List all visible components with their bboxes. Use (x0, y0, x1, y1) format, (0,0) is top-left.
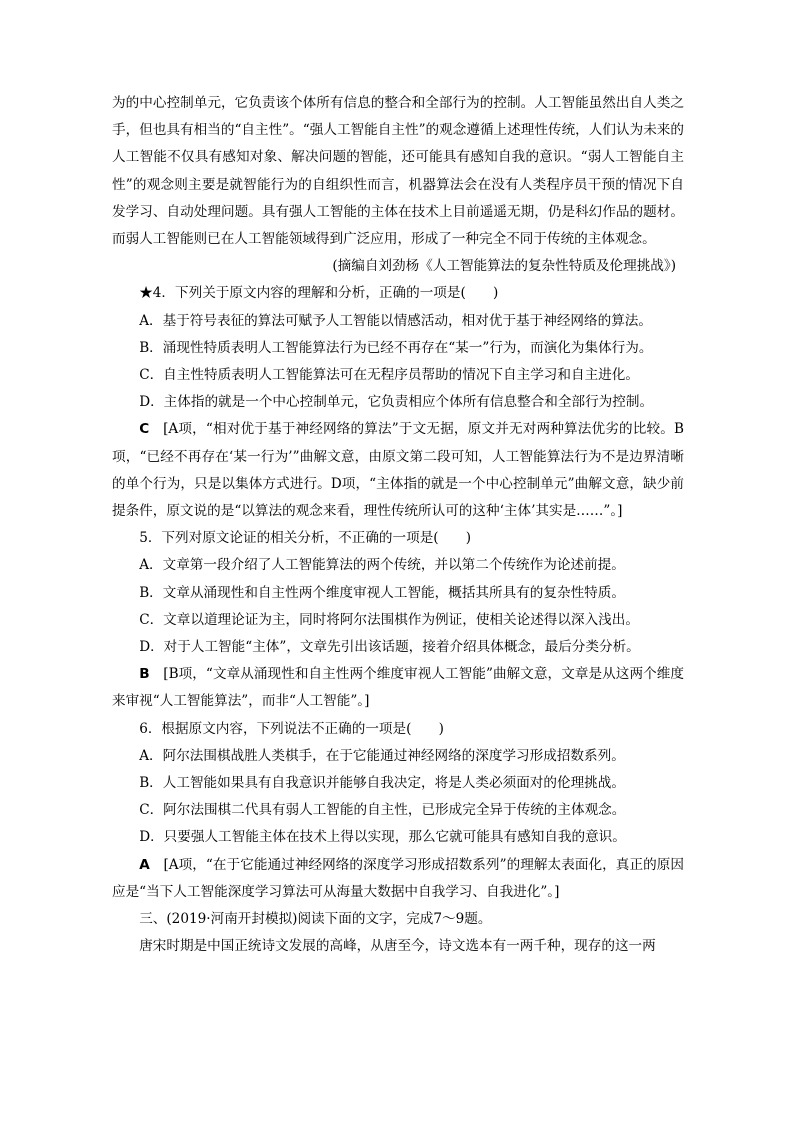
option-d: D．主体指的就是一个中心控制单元，它负责相应个体所有信息整合和全部行为控制。 (139, 394, 654, 411)
question-6 (112, 716, 684, 906)
question-stem: 5．下列对原文论证的相关分析，不正确的一项是( ) (139, 530, 472, 547)
option-b: B．涌现性特质表明人工智能算法行为已经不再存在“某一”行为，而演化为集体行为。 (139, 339, 653, 356)
option-c: C．阿尔法围棋二代具有弱人工智能的自主性，已形成完全异于传统的主体观念。 (139, 802, 626, 819)
section-paragraph: 唐宋时期是中国正统诗文发展的高峰，从唐至今，诗文选本有一两千种，现存的这一两 (139, 938, 656, 955)
question-4 (112, 280, 684, 525)
option-b: B．人工智能如果具有自我意识并能够自我决定，将是人类必须面对的伦理挑战。 (139, 775, 625, 792)
explanation-text: [A项，“相对优于基于神经网络的算法”于文无据，原文并无对两种算法优劣的比较。B项，“已经不再存在‘某一行为’”曲解文意，由原文第二段可知，人工智能算法行为不是边界清晰的单个行为，只是以集体方式进行。D项，“主体指的就是一个中心控制单元”曲解文意，缺少前提条件，原文说的是“以算法的观念来看，理性传统所认可的这种‘主体’其实是……”。] (112, 421, 684, 520)
explanation-text: [B项，“文章从涌现性和自主性两个维度审视人工智能”曲解文意，文章是从这两个维度来审视“人工智能算法”，而非“人工智能”。] (112, 666, 684, 710)
source-citation: (摘编自刘劲杨《人工智能算法的复杂性特质及伦理挑战》) (332, 258, 676, 275)
option-d: D．对于人工智能“主体”，文章先引出该话题，接着介绍具体概念，最后分类分析。 (139, 639, 640, 656)
answer-explanation (112, 852, 684, 906)
option-c: C．自主性特质表明人工智能算法可在无程序员帮助的情况下自主学习和自主进化。 (139, 367, 639, 384)
option-d: D．只要强人工智能主体在技术上得以实现，那么它就可能具有感知自我的意识。 (139, 829, 626, 846)
answer-explanation (112, 416, 684, 525)
question-stem: 6．根据原文内容，下列说法不正确的一项是( ) (139, 720, 444, 737)
option-a: A．文章第一段介绍了人工智能算法的两个传统，并以第二个传统作为论述前提。 (139, 557, 625, 574)
section-heading: 三、(2019·河南开封模拟)阅读下面的文字，完成7～9题。 (139, 911, 492, 928)
option-c: C．文章以道理论证为主，同时将阿尔法围棋作为例证，使相关论述得以深入浅出。 (139, 611, 639, 628)
answer-letter: C (139, 421, 150, 438)
answer-letter: B (139, 666, 150, 683)
option-b: B．文章从涌现性和自主性两个维度审视人工智能，概括其所具有的复杂性特质。 (139, 584, 625, 601)
question-5 (112, 525, 684, 715)
answer-explanation (112, 661, 684, 715)
option-a: A．基于符号表征的算法可赋予人工智能以情感活动，相对优于基于神经网络的算法。 (139, 312, 652, 329)
document-page (112, 90, 684, 961)
answer-letter: A (139, 856, 150, 873)
explanation-text: [A项，“在于它能通过神经网络的深度学习形成招数系列”的理解太表面化，真正的原因应是“当下人工智能深度学习算法可从海量大数据中自我学习、自我进化”。] (112, 856, 684, 900)
question-stem: ★4．下列关于原文内容的理解和分析，正确的一项是( ) (139, 285, 499, 302)
option-a: A．阿尔法围棋战胜人类棋手，在于它能通过神经网络的深度学习形成招数系列。 (139, 747, 625, 764)
passage-paragraph: 为的中心控制单元，它负责该个体所有信息的整合和全部行为的控制。人工智能虽然出自人类之手，但也具有相当的“自主性”。“强人工智能自主性”的观念遵循上述理性传统，人们认为未来的人工智能不仅具有感知对象、解决问题的智能，还可能具有感知自我的意识。“弱人工智能自主性”的观念则主要是就智能行为的自组织性而言，机器算法会在没有人类程序员干预的情况下自发学习、自动处理问题。具有强人工智能的主体在技术上目前遥遥无期，仍是科幻作品的题材。而弱人工智能则已在人工智能领域得到广泛应用，形成了一种完全不同于传统的主体观念。 (112, 95, 684, 248)
